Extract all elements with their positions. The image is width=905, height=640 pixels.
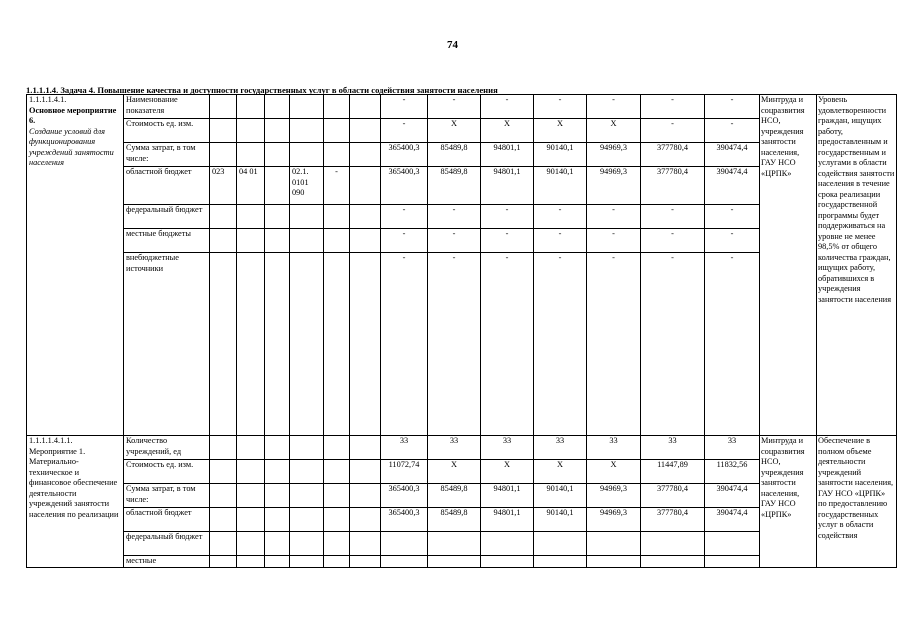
- code-empty: [265, 95, 290, 119]
- code-kind: [324, 143, 350, 167]
- row-label: внебюджетные источники: [124, 253, 210, 436]
- code-empty: [350, 229, 381, 253]
- event-kind: Основное мероприятие 6.: [29, 105, 117, 125]
- row-label: Сумма затрат, в том числе:: [124, 484, 210, 508]
- code-empty: [265, 253, 290, 436]
- executor-cell: Минтруда и соцразвития НСО, учреждения занятости населения, ГАУ НСО «ЦРПК»: [760, 95, 817, 436]
- code-empty: [350, 532, 381, 556]
- value-cell: 94801,1: [481, 484, 534, 508]
- value-cell: 11447,89: [641, 460, 705, 484]
- value-cell: 85489,8: [428, 508, 481, 532]
- code-section: [237, 205, 265, 229]
- row-label: Наименование показателя: [124, 95, 210, 119]
- value-cell: 11832,56: [705, 460, 760, 484]
- value-cell: X: [428, 460, 481, 484]
- value-cell: -: [381, 253, 428, 436]
- value-cell: -: [428, 229, 481, 253]
- event-cell: [27, 95, 124, 436]
- value-cell: -: [534, 95, 587, 119]
- value-cell: 90140,1: [534, 508, 587, 532]
- code-empty: [290, 484, 324, 508]
- code-empty: [265, 143, 290, 167]
- code-empty: [350, 167, 381, 205]
- code-empty: [265, 119, 290, 143]
- code-empty: [210, 508, 237, 532]
- result-cell: Обеспечение в полном объеме деятельности учреждений занятости населения, ГАУ НСО «ЦРПК» по предоставлению государственных услуг в области содействия: [817, 436, 897, 568]
- value-cell: 390474,4: [705, 167, 760, 205]
- code-grbs: [210, 119, 237, 143]
- code-section: [237, 229, 265, 253]
- value-cell: 33: [641, 436, 705, 460]
- code-empty: [237, 484, 265, 508]
- value-cell: 90140,1: [534, 143, 587, 167]
- code-empty: [350, 508, 381, 532]
- value-cell: -: [481, 95, 534, 119]
- code-kind: [324, 95, 350, 119]
- code-target: [290, 253, 324, 436]
- value-cell: -: [705, 205, 760, 229]
- row-label: федеральный бюджет: [124, 532, 210, 556]
- page-number: 74: [447, 39, 458, 51]
- value-cell: 33: [587, 436, 641, 460]
- executor-cell: Минтруда и соцразвития НСО, учреждения занятости населения, ГАУ НСО «ЦРПК»: [760, 436, 817, 568]
- row-label: местные: [124, 556, 210, 568]
- value-cell: 390474,4: [705, 143, 760, 167]
- value-cell: 85489,8: [428, 143, 481, 167]
- value-cell: [705, 556, 760, 568]
- code-empty: [265, 436, 290, 460]
- code-empty: [237, 556, 265, 568]
- code-empty: [350, 119, 381, 143]
- code-grbs: 023: [210, 167, 237, 205]
- row-label: местные бюджеты: [124, 229, 210, 253]
- value-cell: [481, 532, 534, 556]
- code-empty: [324, 508, 350, 532]
- value-cell: -: [641, 229, 705, 253]
- program-table: [26, 94, 897, 568]
- value-cell: -: [534, 253, 587, 436]
- value-cell: 94969,3: [587, 508, 641, 532]
- code-section: [237, 143, 265, 167]
- row-label: областной бюджет: [124, 167, 210, 205]
- value-cell: [534, 532, 587, 556]
- table-row: [27, 436, 897, 460]
- code-empty: [324, 532, 350, 556]
- value-cell: -: [381, 95, 428, 119]
- code-empty: [350, 205, 381, 229]
- code-empty: [290, 556, 324, 568]
- value-cell: 33: [428, 436, 481, 460]
- value-cell: 33: [534, 436, 587, 460]
- value-cell: X: [481, 460, 534, 484]
- code-empty: [350, 253, 381, 436]
- code-empty: [210, 532, 237, 556]
- value-cell: 365400,3: [381, 143, 428, 167]
- code-empty: [350, 460, 381, 484]
- code-empty: [324, 556, 350, 568]
- value-cell: 85489,8: [428, 167, 481, 205]
- value-cell: -: [587, 253, 641, 436]
- value-cell: 377780,4: [641, 167, 705, 205]
- value-cell: [587, 556, 641, 568]
- value-cell: X: [481, 119, 534, 143]
- value-cell: -: [641, 119, 705, 143]
- code-empty: [210, 460, 237, 484]
- code-empty: [237, 532, 265, 556]
- row-label: федеральный бюджет: [124, 205, 210, 229]
- value-cell: -: [534, 229, 587, 253]
- code-empty: [237, 436, 265, 460]
- code-empty: [350, 143, 381, 167]
- code-empty: [290, 460, 324, 484]
- value-cell: -: [705, 253, 760, 436]
- value-cell: -: [587, 95, 641, 119]
- code-target: [290, 143, 324, 167]
- value-cell: -: [381, 119, 428, 143]
- value-cell: [381, 532, 428, 556]
- value-cell: X: [587, 119, 641, 143]
- value-cell: 33: [705, 436, 760, 460]
- value-cell: -: [587, 229, 641, 253]
- code-target: [290, 229, 324, 253]
- code-section: [237, 119, 265, 143]
- row-label: Стоимость ед. изм.: [124, 460, 210, 484]
- value-cell: -: [381, 229, 428, 253]
- value-cell: X: [534, 460, 587, 484]
- value-cell: -: [534, 205, 587, 229]
- code-target: [290, 95, 324, 119]
- value-cell: 390474,4: [705, 508, 760, 532]
- code-empty: [350, 556, 381, 568]
- code-kind: [324, 119, 350, 143]
- value-cell: -: [481, 205, 534, 229]
- value-cell: [534, 556, 587, 568]
- value-cell: X: [587, 460, 641, 484]
- code-empty: [237, 460, 265, 484]
- code-empty: [350, 95, 381, 119]
- code-empty: [237, 508, 265, 532]
- code-kind: -: [324, 167, 350, 205]
- code-kind: [324, 229, 350, 253]
- code-grbs: [210, 205, 237, 229]
- value-cell: -: [428, 95, 481, 119]
- value-cell: 85489,8: [428, 484, 481, 508]
- code-grbs: [210, 229, 237, 253]
- result-cell: Уровень удовлетворенности граждан, ищущих работу, предоставленным и государственным и услугами в области содействия занятости населения в течение срока реализации государственной программы будет поддерживаться на уровне не менее 98,5% от общего количества граждан, ищущих работу, обратившихся в учреждения занятости населения: [817, 95, 897, 436]
- value-cell: -: [641, 205, 705, 229]
- code-target: 02.1. 0101 090: [290, 167, 324, 205]
- row-label: Стоимость ед. изм.: [124, 119, 210, 143]
- value-cell: -: [481, 229, 534, 253]
- code-empty: [290, 508, 324, 532]
- value-cell: -: [428, 205, 481, 229]
- task-title: 1.1.1.1.4. Задача 4. Повышение качества и доступности государственных услуг в области содействия занятости населения: [26, 85, 498, 95]
- value-cell: -: [705, 119, 760, 143]
- value-cell: 377780,4: [641, 508, 705, 532]
- code-empty: [265, 167, 290, 205]
- value-cell: [428, 532, 481, 556]
- value-cell: 377780,4: [641, 484, 705, 508]
- value-cell: [481, 556, 534, 568]
- event-name: Мероприятие 1. Материально-техническое и финансовое обеспечение деятельности учреждений занятости населения по реализации: [29, 446, 119, 519]
- code-empty: [210, 484, 237, 508]
- value-cell: 377780,4: [641, 143, 705, 167]
- value-cell: -: [428, 253, 481, 436]
- value-cell: -: [641, 253, 705, 436]
- value-cell: 94969,3: [587, 484, 641, 508]
- event-code: 1.1.1.1.4.1.: [29, 95, 67, 104]
- value-cell: -: [705, 95, 760, 119]
- code-kind: [324, 253, 350, 436]
- code-empty: [265, 484, 290, 508]
- code-empty: [265, 460, 290, 484]
- row-label: Сумма затрат, в том числе:: [124, 143, 210, 167]
- event-code: 1.1.1.1.4.1.1.: [29, 436, 73, 445]
- value-cell: 90140,1: [534, 167, 587, 205]
- value-cell: [705, 532, 760, 556]
- row-label: Количество учреждений, ед: [124, 436, 210, 460]
- code-empty: [265, 508, 290, 532]
- event-name: Создание условий для функционирования учреждений занятости населения: [29, 126, 114, 167]
- code-empty: [324, 436, 350, 460]
- value-cell: X: [428, 119, 481, 143]
- value-cell: -: [481, 253, 534, 436]
- value-cell: [428, 556, 481, 568]
- value-cell: [641, 556, 705, 568]
- value-cell: 94969,3: [587, 143, 641, 167]
- value-cell: 90140,1: [534, 484, 587, 508]
- value-cell: 33: [481, 436, 534, 460]
- code-section: [237, 95, 265, 119]
- code-empty: [290, 532, 324, 556]
- code-kind: [324, 205, 350, 229]
- value-cell: 390474,4: [705, 484, 760, 508]
- code-empty: [210, 556, 237, 568]
- value-cell: [587, 532, 641, 556]
- code-empty: [265, 556, 290, 568]
- row-label: областной бюджет: [124, 508, 210, 532]
- event-cell: [27, 436, 124, 568]
- value-cell: 33: [381, 436, 428, 460]
- value-cell: 94969,3: [587, 167, 641, 205]
- code-grbs: [210, 95, 237, 119]
- code-empty: [290, 436, 324, 460]
- code-grbs: [210, 253, 237, 436]
- code-section: 04 01: [237, 167, 265, 205]
- table-row: [27, 95, 897, 119]
- code-empty: [265, 229, 290, 253]
- code-empty: [265, 532, 290, 556]
- code-target: [290, 205, 324, 229]
- code-empty: [210, 436, 237, 460]
- value-cell: 365400,3: [381, 508, 428, 532]
- code-section: [237, 253, 265, 436]
- code-empty: [265, 205, 290, 229]
- value-cell: X: [534, 119, 587, 143]
- value-cell: 94801,1: [481, 508, 534, 532]
- value-cell: [641, 532, 705, 556]
- code-empty: [350, 484, 381, 508]
- value-cell: 94801,1: [481, 143, 534, 167]
- value-cell: -: [587, 205, 641, 229]
- value-cell: [381, 556, 428, 568]
- value-cell: 94801,1: [481, 167, 534, 205]
- value-cell: 11072,74: [381, 460, 428, 484]
- value-cell: -: [705, 229, 760, 253]
- code-grbs: [210, 143, 237, 167]
- value-cell: -: [381, 205, 428, 229]
- code-empty: [324, 460, 350, 484]
- value-cell: -: [641, 95, 705, 119]
- code-target: [290, 119, 324, 143]
- value-cell: 365400,3: [381, 484, 428, 508]
- code-empty: [350, 436, 381, 460]
- code-empty: [324, 484, 350, 508]
- value-cell: 365400,3: [381, 167, 428, 205]
